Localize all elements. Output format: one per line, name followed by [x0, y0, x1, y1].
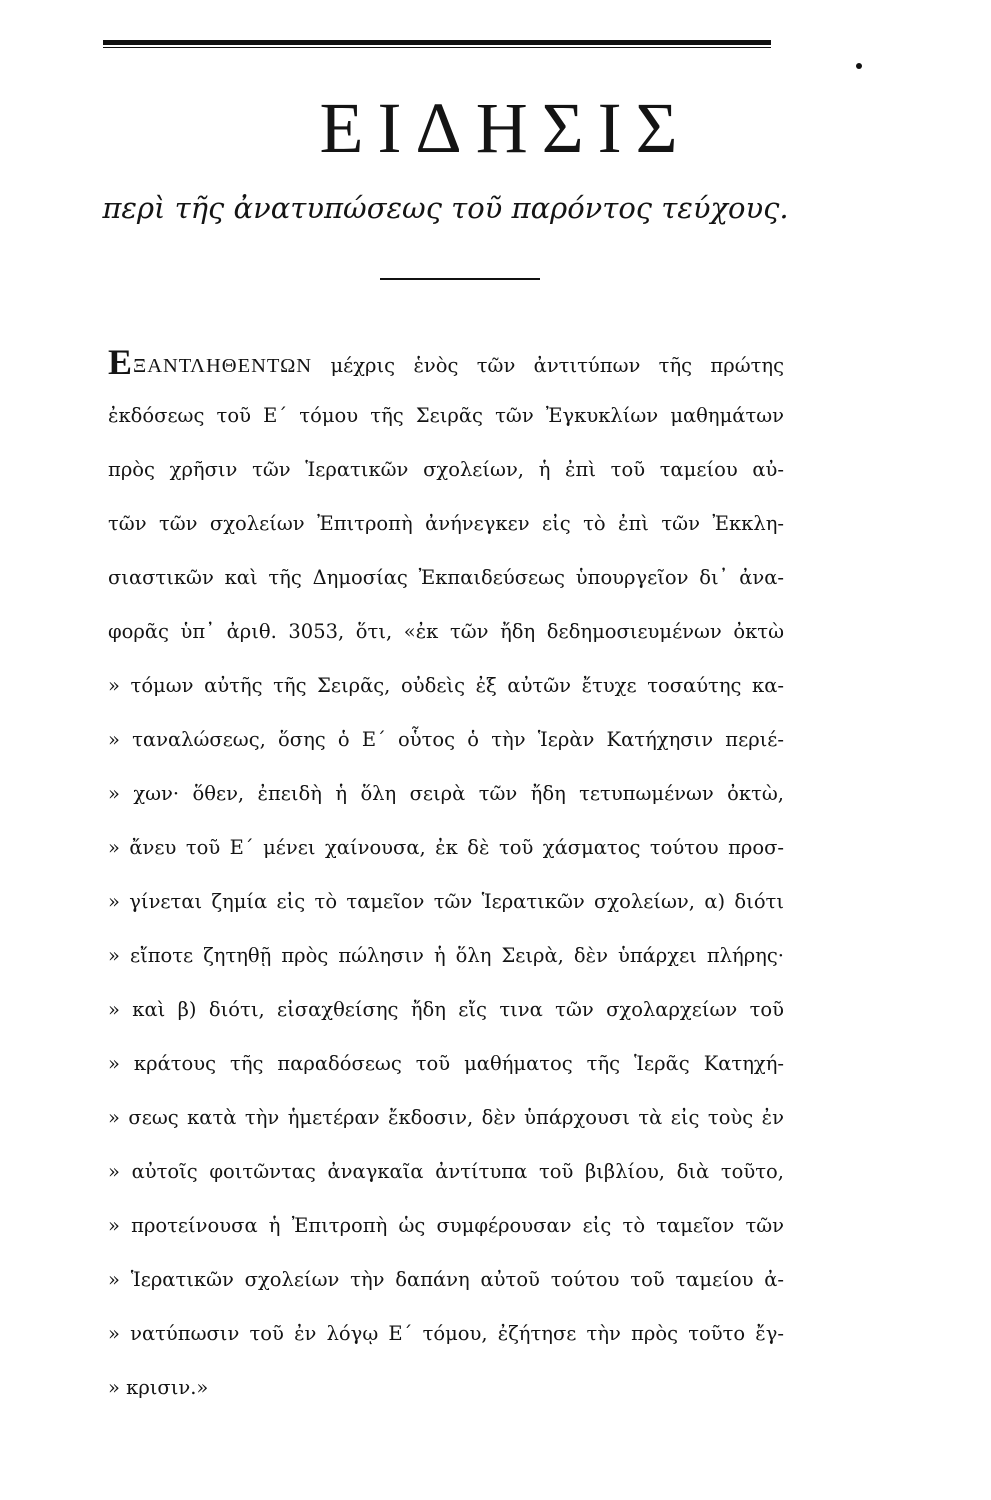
page-title: ΕΙΔΗΣΙΣ: [319, 88, 692, 168]
top-double-rule: [103, 40, 771, 47]
paragraph-line: φορᾶς ὑπ᾽ ἀριθ. 3053, ὅτι, «ἐκ τῶν ἤδη δεδημοσιευμένων ὀκτὼ: [108, 620, 784, 643]
paragraph-line: σιαστικῶν καὶ τῆς Δημοσίας Ἐκπαιδεύσεως ὑπουργεῖον δι᾽ ἀνα-: [108, 566, 784, 589]
paragraph-line: » εἴποτε ζητηθῇ πρὸς πώλησιν ἡ ὅλη Σειρὰ, δὲν ὑπάρχει πλήρης·: [108, 944, 784, 967]
paragraph-line: » προτείνουσα ἡ Ἐπιτροπὴ ὡς συμφέρουσαν εἰς τὸ ταμεῖον τῶν: [108, 1214, 784, 1237]
top-rule-thick: [103, 40, 771, 45]
paragraph-line: » Ἱερατικῶν σχολείων τὴν δαπάνη αὐτοῦ τούτου τοῦ ταμείου ἀ-: [108, 1268, 784, 1291]
section-divider: [380, 278, 540, 280]
paragraph-line: » νατύπωσιν τοῦ ἐν λόγῳ Ε΄ τόμου, ἐζήτησε τὴν πρὸς τοῦτο ἔγ-: [108, 1322, 784, 1345]
ink-speck: [856, 63, 862, 69]
paragraph-line: » κράτους τῆς παραδόσεως τοῦ μαθήματος τῆς Ἱερᾶς Κατηχή-: [108, 1052, 784, 1075]
paragraph-line: ἐκδόσεως τοῦ Ε΄ τόμου τῆς Σειρᾶς τῶν Ἐγκυκλίων μαθημάτων: [108, 404, 784, 427]
paragraph-line: » χων· ὅθεν, ἐπειδὴ ἡ ὅλη σειρὰ τῶν ἤδη τετυπωμένων ὀκτὼ,: [108, 782, 784, 805]
paragraph-line: » καὶ β) διότι, εἰσαχθείσης ἤδη εἴς τινα τῶν σχολαρχείων τοῦ: [108, 998, 784, 1021]
paragraph-line: » γίνεται ζημία εἰς τὸ ταμεῖον τῶν Ἱερατικῶν σχολείων, α) διότι: [108, 890, 784, 913]
paragraph-line: » αὐτοῖς φοιτῶντας ἀναγκαῖα ἀντίτυπα τοῦ βιβλίου, διὰ τοῦτο,: [108, 1160, 784, 1183]
opening-rest: μέχρις ἑνὸς τῶν ἀντιτύπων τῆς πρώτης: [330, 354, 784, 377]
paragraph-line-last: » κρισιν.»: [108, 1376, 209, 1399]
paragraph-line-opening: [108, 335, 784, 389]
body-paragraph: [108, 335, 784, 1415]
opening-caps: ΞΑΝΤΛΗΘΕΝΤΩΝ: [133, 355, 313, 377]
paragraph-line: » σεως κατὰ τὴν ἡμετέραν ἔκδοσιν, δὲν ὑπάρχουσι τὰ εἰς τοὺς ἐν: [108, 1106, 784, 1129]
drop-cap: Ε: [108, 342, 133, 382]
paragraph-line: πρὸς χρῆσιν τῶν Ἱερατικῶν σχολείων, ἡ ἐπὶ τοῦ ταμείου αὐ-: [108, 458, 784, 481]
top-rule-thin: [103, 47, 771, 48]
paragraph-line: » ταναλώσεως, ὅσης ὁ Ε΄ οὗτος ὁ τὴν Ἱερὰν Κατήχησιν περιέ-: [108, 728, 784, 751]
paragraph-line: » ἄνευ τοῦ Ε΄ μένει χαίνουσα, ἐκ δὲ τοῦ χάσματος τούτου προσ-: [108, 836, 784, 859]
page-subtitle: περὶ τῆς ἀνατυπώσεως τοῦ παρόντος τεύχους.: [102, 191, 789, 225]
paragraph-line: τῶν τῶν σχολείων Ἐπιτροπὴ ἀνήνεγκεν εἰς τὸ ἐπὶ τῶν Ἐκκλη-: [108, 512, 784, 535]
paragraph-line: » τόμων αὐτῆς τῆς Σειρᾶς, οὐδεὶς ἐξ αὐτῶν ἔτυχε τοσαύτης κα-: [108, 674, 784, 697]
